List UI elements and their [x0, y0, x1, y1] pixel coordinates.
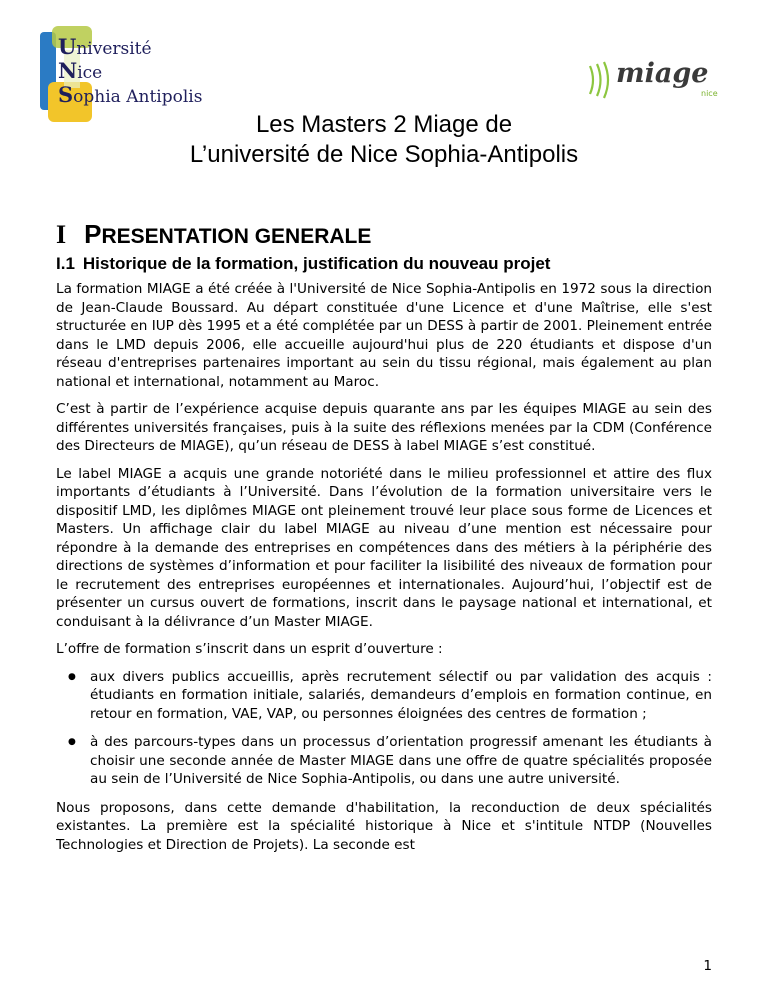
- list-item: ● aux divers publics accueillis, après recrutement sélectif ou par validation des acquis : étudiants en formation initiale, salariés, demandeurs d’emplois en formation continue, en retour en formation, VAE, VAP, ou personnes éloignées des centres de formation ;: [90, 668, 712, 724]
- subsection-heading: [56, 254, 550, 274]
- paragraph: Nous proposons, dans cette demande d'habilitation, la reconduction de deux spécialités existantes. La première est la spécialité historique à Nice et s'intitule NTDP (Nouvelles Technologies et Direction de Projets). La seconde est: [56, 799, 712, 853]
- document-title: [0, 110, 768, 170]
- paragraph: C’est à partir de l’expérience acquise depuis quarante ans par les équipes MIAGE au sein des différentes universités françaises, puis à la suite des réflexions menées par la CDM (Conférence des Directeurs de MIAGE), qu’un réseau de DESS à label MIAGE s’est constitué.: [56, 401, 712, 454]
- miage-logo: [586, 56, 736, 104]
- paragraph: L’offre de formation s’inscrit dans un esprit d’ouverture :: [56, 641, 443, 657]
- paragraph: La formation MIAGE a été créée à l'Université de Nice Sophia-Antipolis en 1972 sous la direction de Jean-Claude Boussard. Au départ constituée d'une Licence et d'une Maîtrise, elle s'est structurée en IUP dès 1995 et a été complétée par un DESS à partir de 2001. Pleinement entrée dans le LMD depuis 2006, elle accueille aujourd'hui plus de 220 étudiants et dispose d'un réseau d'entreprises partenaires important au sein du tissu régional, mais également au plan national et international, notamment au Maroc.: [56, 281, 712, 390]
- section-heading: [56, 219, 371, 250]
- subsection-title: Historique de la formation, justification du nouveau projet: [82, 254, 551, 273]
- miage-logo-sub: nice: [701, 89, 718, 98]
- title-line-2: L’université de Nice Sophia-Antipolis: [189, 141, 579, 168]
- title-line-1: Les Masters 2 Miage de: [255, 111, 513, 138]
- miage-logo-word: miage: [616, 58, 709, 89]
- subsection-number: I.1: [56, 254, 75, 273]
- bullet-list: [56, 668, 712, 789]
- body-text: [56, 280, 712, 863]
- section-title-rest: RESENTATION GENERALE: [101, 225, 372, 248]
- paragraph: Le label MIAGE a acquis une grande notoriété dans le milieu professionnel et attire des flux importants d’étudiants à l’Université. Dans l’évolution de la formation universitaire vers le dispositif LMD, les diplômes MIAGE ont pleinement trouvé leur place sous forme de Licences et Masters. Un affichage clair du label MIAGE au niveau d’une mention est nécessaire pour répondre à la demande des entreprises en compétences dans des métiers à la périphérie des directions de systèmes d’information et pour faciliter la lisibilité des niveaux de formation pour le recrutement des entreprises européennes et internationales. Aujourd’hui, l’objectif est de présenter un cursus ouvert de formations, inscrit dans le paysage national et international, et conduisant à la délivrance d’un Master MIAGE.: [56, 465, 712, 630]
- wave-icon: [586, 58, 616, 102]
- list-item: ● à des parcours-types dans un processus d’orientation progressif amenant les étudiants à choisir une seconde année de Master MIAGE dans une offre de quatre spécialités proposée au sein de l’Université de Nice Sophia-Antipolis, ou dans une autre université.: [90, 733, 712, 789]
- section-title-initial: P: [84, 219, 102, 249]
- section-number: I: [56, 220, 67, 249]
- university-logo-text: Université Nice Sophia Antipolis: [58, 34, 203, 107]
- page-number: 1: [703, 958, 712, 974]
